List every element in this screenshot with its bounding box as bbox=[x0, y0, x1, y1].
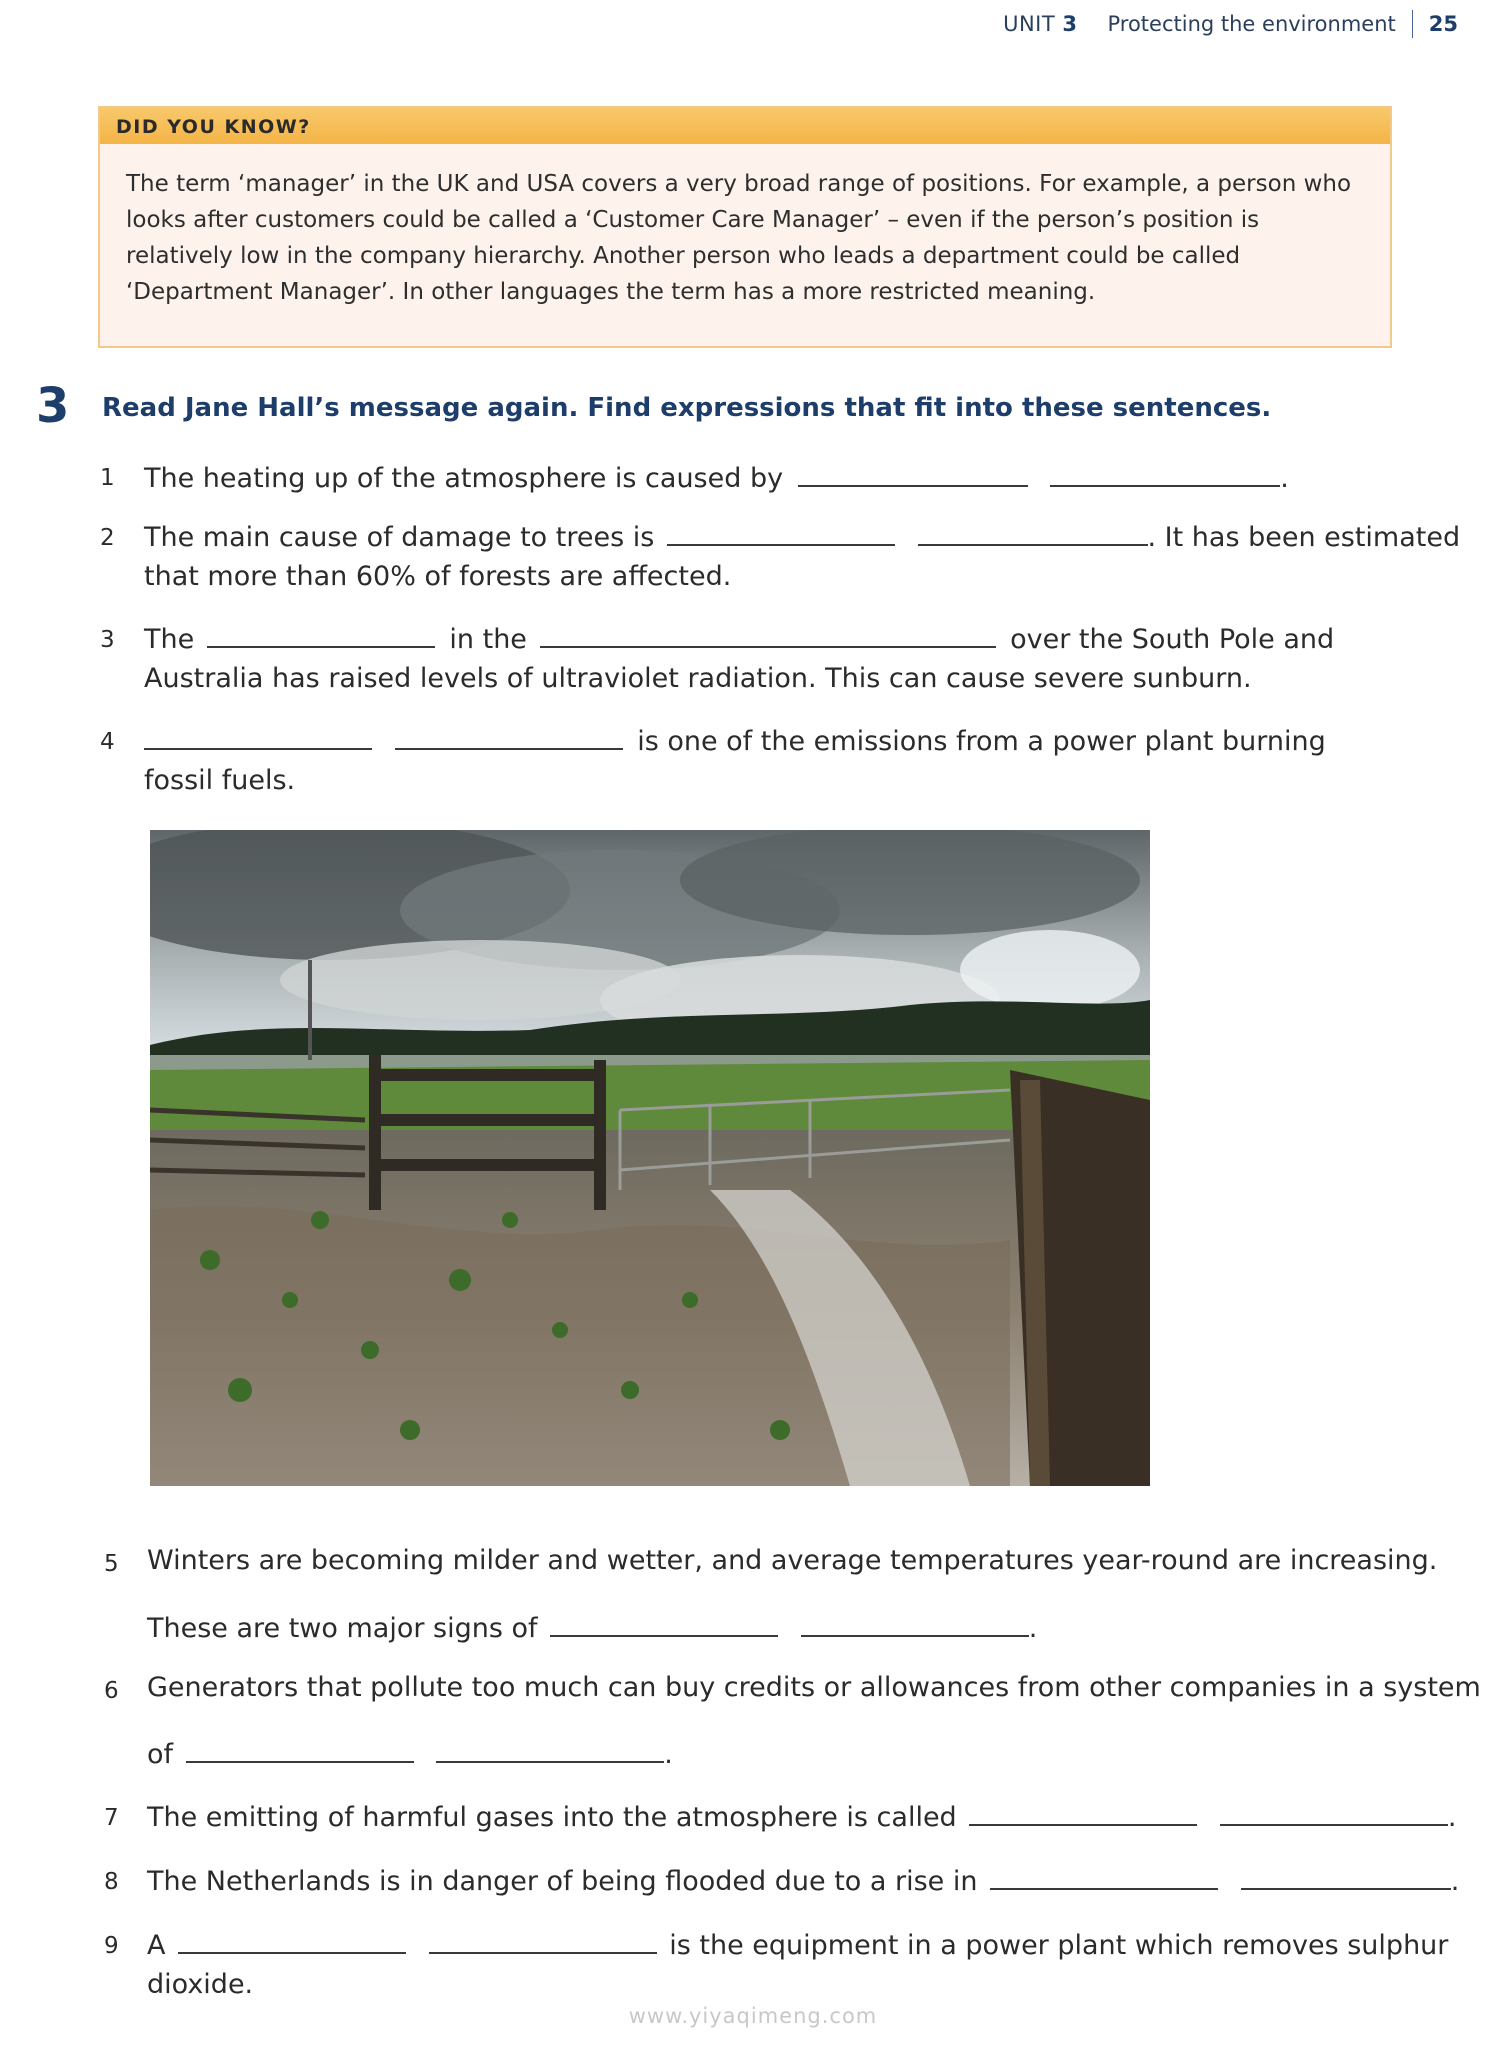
did-you-know-text bbox=[100, 144, 1390, 310]
question-text: is the equipment in a power plant which removes sulphur bbox=[669, 1930, 1449, 1961]
question-number: 7 bbox=[104, 1805, 119, 1831]
question-text: of bbox=[147, 1739, 174, 1770]
question-text: The bbox=[144, 624, 195, 655]
question-2 bbox=[144, 514, 1460, 559]
question-number: 1 bbox=[100, 465, 115, 491]
did-you-know-box bbox=[98, 106, 1392, 348]
answer-blank[interactable] bbox=[144, 718, 372, 750]
question-number: 4 bbox=[100, 729, 115, 755]
question-text: . bbox=[1450, 1866, 1460, 1897]
flooded-field-photo bbox=[150, 830, 1150, 1486]
question-text: in the bbox=[449, 624, 527, 655]
question-text: . bbox=[1280, 463, 1289, 494]
answer-blank[interactable] bbox=[178, 1922, 406, 1954]
answer-blank[interactable] bbox=[186, 1731, 414, 1763]
question-text: . It has been estimated bbox=[1147, 522, 1461, 553]
question-6: Generators that pollute too much can buy credits or allowances from other companies in a system bbox=[147, 1672, 1481, 1703]
question-9-continued: dioxide. bbox=[147, 1969, 254, 2000]
unit-topic: Protecting the environment bbox=[1107, 12, 1396, 36]
answer-blank[interactable] bbox=[207, 616, 435, 648]
answer-blank[interactable] bbox=[540, 616, 996, 648]
question-number: 6 bbox=[104, 1678, 119, 1704]
question-text: The Netherlands is in danger of being flooded due to a rise in bbox=[147, 1866, 978, 1897]
question-4 bbox=[144, 718, 1326, 763]
page-number: 25 bbox=[1428, 12, 1458, 36]
answer-blank[interactable] bbox=[395, 718, 623, 750]
question-9 bbox=[147, 1922, 1448, 1967]
answer-blank[interactable] bbox=[1220, 1794, 1448, 1826]
question-number: 5 bbox=[104, 1551, 119, 1577]
question-number: 2 bbox=[100, 525, 115, 551]
flooded-field-illustration bbox=[150, 830, 1150, 1486]
question-number: 8 bbox=[104, 1869, 119, 1895]
question-text: The main cause of damage to trees is bbox=[144, 522, 655, 553]
question-text: . bbox=[664, 1739, 673, 1770]
question-number: 3 bbox=[100, 627, 115, 653]
watermark-url: www.yiyaqimeng.com bbox=[628, 2004, 878, 2028]
question-6-continued bbox=[147, 1731, 673, 1776]
answer-blank[interactable] bbox=[550, 1605, 778, 1637]
did-you-know-line: The term ‘manager’ in the UK and USA covers a very broad range of positions. For example, a person who bbox=[126, 171, 1352, 197]
running-header bbox=[1003, 8, 1458, 40]
did-you-know-line: relatively low in the company hierarchy. Another person who leads a department could be called bbox=[126, 243, 1241, 269]
header-divider bbox=[1412, 10, 1413, 38]
did-you-know-title: DID YOU KNOW? bbox=[100, 108, 1390, 144]
question-text: over the South Pole and bbox=[1010, 624, 1335, 655]
question-text: . bbox=[1028, 1613, 1038, 1644]
answer-blank[interactable] bbox=[436, 1731, 664, 1763]
question-4-continued: fossil fuels. bbox=[144, 765, 296, 796]
did-you-know-line: looks after customers could be called a ‘Customer Care Manager’ – even if the person’s position is bbox=[126, 207, 1260, 233]
question-7 bbox=[147, 1794, 1456, 1839]
question-1 bbox=[144, 455, 1289, 500]
question-text: . bbox=[1447, 1802, 1457, 1833]
question-8 bbox=[147, 1858, 1459, 1903]
question-number: 9 bbox=[104, 1933, 119, 1959]
question-text: A bbox=[147, 1930, 166, 1961]
unit-label: UNIT 3 bbox=[1003, 12, 1078, 36]
question-text: The emitting of harmful gases into the atmosphere is called bbox=[147, 1802, 957, 1833]
answer-blank[interactable] bbox=[801, 1605, 1029, 1637]
did-you-know-line: ‘Department Manager’. In other languages the term has a more restricted meaning. bbox=[126, 279, 1096, 305]
question-text: is one of the emissions from a power plant burning bbox=[637, 726, 1326, 757]
answer-blank[interactable] bbox=[990, 1858, 1218, 1890]
question-5-continued bbox=[147, 1605, 1037, 1650]
exercise-number: 3 bbox=[36, 378, 70, 434]
question-text: These are two major signs of bbox=[147, 1613, 538, 1644]
question-5: Winters are becoming milder and wetter, and average temperatures year-round are increasing. bbox=[147, 1545, 1438, 1576]
exercise-instruction: Read Jane Hall’s message again. Find expressions that fit into these sentences. bbox=[102, 393, 1272, 423]
question-3 bbox=[144, 616, 1334, 661]
answer-blank[interactable] bbox=[1050, 455, 1280, 487]
answer-blank[interactable] bbox=[667, 514, 895, 546]
question-text: The heating up of the atmosphere is caused by bbox=[144, 463, 784, 494]
answer-blank[interactable] bbox=[969, 1794, 1197, 1826]
answer-blank[interactable] bbox=[429, 1922, 657, 1954]
question-3-continued: Australia has raised levels of ultraviolet radiation. This can cause severe sunburn. bbox=[144, 663, 1252, 694]
question-2-continued: that more than 60% of forests are affected. bbox=[144, 561, 732, 592]
answer-blank[interactable] bbox=[798, 455, 1028, 487]
answer-blank[interactable] bbox=[918, 514, 1148, 546]
answer-blank[interactable] bbox=[1241, 1858, 1451, 1890]
